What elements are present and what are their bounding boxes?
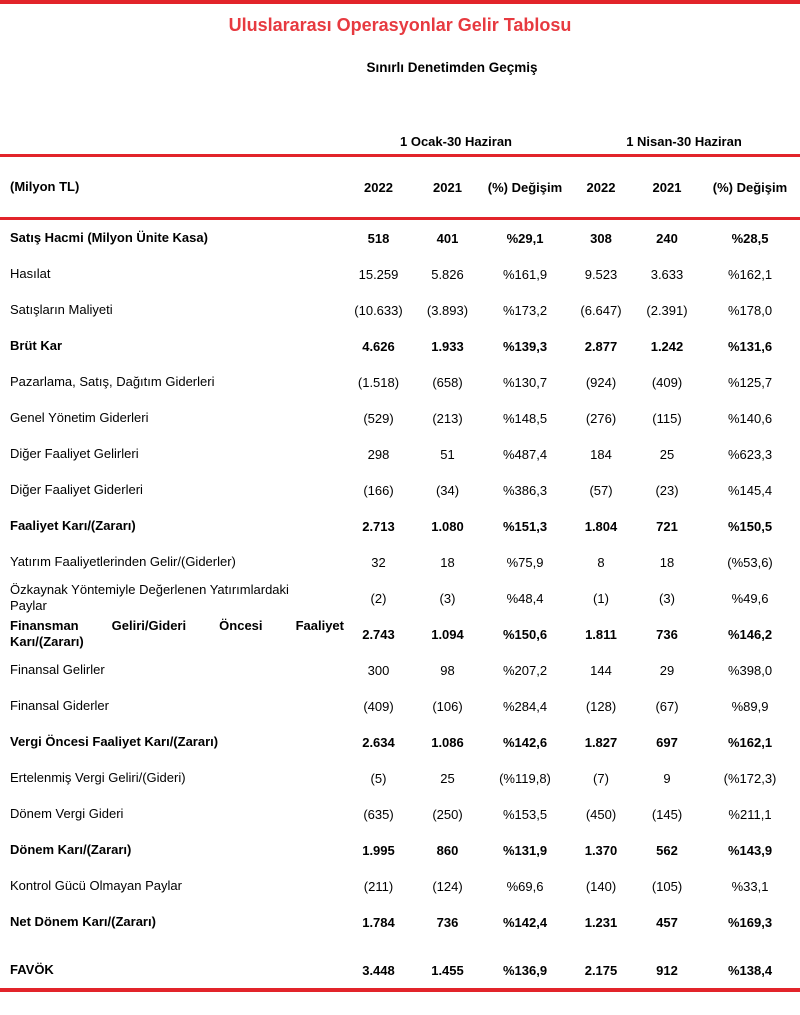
row-value-2021-ytd: 401: [436, 230, 459, 246]
row-value-2022-ytd: 298: [367, 446, 390, 462]
row-label: [0, 446, 344, 462]
row-value-2022-ytd: (2): [370, 590, 387, 606]
table-row: [0, 760, 800, 796]
row-label-line1: FAVÖK: [10, 962, 54, 977]
column-header-2022-q2: 2022: [586, 179, 616, 195]
row-value-2022-ytd: (635): [363, 806, 394, 822]
row-label: [0, 878, 344, 894]
row-value-2022-q2: (450): [585, 806, 617, 822]
row-label-line1: Diğer Faaliyet Giderleri: [10, 482, 143, 497]
row-value-2021-ytd: 1.080: [431, 518, 464, 534]
row-value-change-ytd: %139,3: [502, 338, 548, 354]
row-value-2021-ytd: (106): [432, 698, 463, 714]
row-value-2022-q2: (924): [585, 374, 617, 390]
row-value-change-ytd: %207,2: [502, 662, 548, 678]
row-value-2021-q2: 912: [656, 962, 678, 978]
row-value-2021-q2: 29: [659, 662, 675, 678]
page-subtitle: Sınırlı Denetimden Geçmiş: [366, 60, 538, 75]
row-value-2021-q2: (409): [651, 374, 683, 390]
table-row: [0, 544, 800, 580]
row-value-2022-ytd: 300: [367, 662, 390, 678]
row-label: [0, 734, 344, 750]
row-value-change-q2: %28,5: [731, 230, 769, 246]
row-value-2021-ytd: 1.086: [431, 734, 464, 750]
row-label-line1: Ertelenmiş Vergi Geliri/(Gideri): [10, 770, 186, 785]
row-label-line1: Finansal Giderler: [10, 698, 109, 713]
row-value-2021-q2: 240: [656, 230, 678, 246]
row-label: [0, 410, 344, 426]
bottom-red-rule: [0, 988, 800, 992]
row-value-2021-ytd: 51: [440, 446, 455, 462]
row-value-2021-q2: (23): [655, 482, 679, 498]
row-value-change-q2: %143,9: [727, 842, 773, 858]
table-row: [0, 832, 800, 868]
row-value-change-ytd: %148,5: [502, 410, 548, 426]
row-label-line1: Satışların Maliyeti: [10, 302, 113, 317]
row-value-change-ytd: %142,4: [502, 914, 548, 930]
row-label: [0, 662, 344, 678]
row-value-2022-ytd: 2.743: [362, 626, 395, 642]
table-row: [0, 688, 800, 724]
row-value-2021-ytd: (3.893): [426, 302, 469, 318]
row-value-change-q2: (%53,6): [727, 554, 773, 570]
row-value-2021-ytd: 860: [436, 842, 459, 858]
row-value-change-ytd: %131,9: [502, 842, 548, 858]
row-label-line1: Özkaynak Yöntemiyle Değerlenen Yatırımlardaki: [10, 582, 289, 597]
row-value-2022-ytd: 1.784: [362, 914, 395, 930]
row-value-change-q2: %211,1: [728, 806, 772, 822]
table-row: [0, 796, 800, 832]
row-value-2021-q2: 736: [656, 626, 678, 642]
row-value-2021-ytd: 5.826: [431, 266, 464, 282]
row-value-2022-q2: (57): [589, 482, 613, 498]
period-header-row: [0, 118, 800, 154]
table-row: [0, 220, 800, 256]
row-value-2022-ytd: (10.633): [354, 302, 403, 318]
row-value-2021-q2: (3): [659, 590, 675, 606]
row-value-2022-ytd: 2.713: [362, 518, 395, 534]
row-value-2021-q2: 25: [659, 446, 675, 462]
row-label: [0, 374, 344, 390]
row-value-change-q2: %623,3: [727, 446, 773, 462]
table-row: [0, 652, 800, 688]
table-row: [0, 364, 800, 400]
row-label: [0, 962, 344, 978]
table-row: [0, 400, 800, 436]
row-label-line1: Kontrol Gücü Olmayan Paylar: [10, 878, 182, 893]
row-value-2021-q2: (105): [651, 878, 683, 894]
table-row: [0, 508, 800, 544]
row-value-change-ytd: %136,9: [502, 962, 548, 978]
row-value-2021-q2: 562: [656, 842, 678, 858]
row-value-2021-q2: 697: [656, 734, 678, 750]
row-value-change-q2: (%172,3): [723, 770, 777, 786]
row-value-2021-q2: (67): [655, 698, 679, 714]
period-header-second-quarter: 1 Nisan-30 Haziran: [626, 134, 742, 149]
page-title: Uluslararası Operasyonlar Gelir Tablosu: [228, 15, 572, 35]
row-value-2021-q2: 457: [656, 914, 678, 930]
row-label: [0, 266, 344, 282]
row-value-change-ytd: %151,3: [502, 518, 548, 534]
row-value-change-q2: %33,1: [731, 878, 769, 894]
row-value-change-q2: %140,6: [727, 410, 773, 426]
row-value-change-q2: %146,2: [727, 626, 773, 642]
row-label-line1: Net Dönem Karı/(Zararı): [10, 914, 156, 929]
row-value-2022-ytd: (1.518): [357, 374, 400, 390]
row-value-2022-ytd: 2.634: [362, 734, 395, 750]
row-label: [0, 698, 344, 714]
row-value-2021-q2: 721: [656, 518, 678, 534]
row-label: [0, 842, 344, 858]
row-spacer: [0, 940, 800, 952]
row-label-line2: Karı/(Zararı): [10, 634, 84, 649]
row-value-change-q2: %89,9: [731, 698, 769, 714]
row-label-line1: Pazarlama, Satış, Dağıtım Giderleri: [10, 374, 215, 389]
row-value-2021-q2: (2.391): [646, 302, 688, 318]
row-value-2022-ytd: (166): [363, 482, 394, 498]
row-value-2022-ytd: 3.448: [362, 962, 395, 978]
row-label-line2: Paylar: [10, 598, 47, 613]
row-label-line1: Yatırım Faaliyetlerinden Gelir/(Giderler): [10, 554, 236, 569]
column-header-change-ytd: (%) Değişim: [487, 179, 563, 195]
table-row: [0, 952, 800, 988]
row-value-2021-ytd: 25: [440, 770, 455, 786]
row-value-change-ytd: (%119,8): [499, 770, 551, 786]
row-value-2022-ytd: 32: [371, 554, 386, 570]
column-header-2021-ytd: 2021: [433, 179, 462, 195]
row-value-2022-ytd: (211): [363, 878, 394, 894]
row-value-2021-ytd: 1.094: [431, 626, 464, 642]
row-label: [0, 914, 344, 930]
row-value-change-ytd: %386,3: [502, 482, 548, 498]
row-value-2022-q2: 1.804: [584, 518, 618, 534]
table-row: [0, 328, 800, 364]
row-value-change-q2: %131,6: [727, 338, 773, 354]
row-label-line1: Vergi Öncesi Faaliyet Karı/(Zararı): [10, 734, 219, 749]
row-value-2022-q2: 1.231: [584, 914, 618, 930]
row-value-change-ytd: %487,4: [502, 446, 548, 462]
row-value-2022-ytd: 4.626: [362, 338, 395, 354]
table-row: [0, 580, 800, 616]
row-value-2022-q2: 1.827: [584, 734, 618, 750]
row-value-2022-q2: (6.647): [580, 302, 622, 318]
row-value-2021-q2: 3.633: [650, 266, 684, 282]
row-value-change-q2: %162,1: [727, 266, 773, 282]
unit-label: (Milyon TL): [10, 179, 80, 194]
table-body: [0, 220, 800, 988]
row-value-change-q2: %145,4: [727, 482, 773, 498]
row-value-change-ytd: %29,1: [506, 230, 544, 246]
row-value-2022-q2: 2.175: [584, 962, 618, 978]
table-row: [0, 472, 800, 508]
row-label-line1: Brüt Kar: [10, 338, 63, 353]
row-value-2021-ytd: 736: [436, 914, 459, 930]
row-value-change-q2: %162,1: [727, 734, 773, 750]
row-value-2022-ytd: 518: [367, 230, 390, 246]
row-value-change-q2: %49,6: [731, 590, 769, 606]
row-label-line1: Hasılat: [10, 266, 51, 281]
row-value-2022-q2: (1): [593, 590, 609, 606]
row-label: [0, 770, 344, 786]
column-header-2021-q2: 2021: [652, 179, 682, 195]
row-value-2022-q2: (276): [585, 410, 617, 426]
row-value-2022-q2: 144: [590, 662, 612, 678]
row-value-2022-q2: (140): [585, 878, 617, 894]
column-header-row: [0, 157, 800, 217]
row-value-2021-ytd: (250): [432, 806, 463, 822]
row-value-change-q2: %398,0: [727, 662, 773, 678]
column-header-change-q2: (%) Değişim: [712, 179, 788, 195]
row-label: [0, 230, 344, 246]
row-value-change-ytd: %69,6: [506, 878, 544, 894]
row-label: [0, 302, 344, 318]
row-value-change-q2: %125,7: [727, 374, 773, 390]
row-label-line1: Faaliyet Karı/(Zararı): [10, 518, 136, 533]
row-value-2021-ytd: (213): [432, 410, 463, 426]
row-label: [0, 518, 344, 534]
row-value-2021-q2: (115): [652, 410, 682, 426]
row-value-2022-q2: 1.370: [584, 842, 618, 858]
row-value-2021-ytd: 98: [440, 662, 455, 678]
row-value-2022-q2: 308: [590, 230, 612, 246]
row-value-2022-ytd: 1.995: [362, 842, 395, 858]
row-value-2022-q2: 184: [590, 446, 612, 462]
row-value-2021-ytd: (658): [432, 374, 463, 390]
top-red-rule: [0, 0, 800, 4]
row-value-change-ytd: %142,6: [502, 734, 548, 750]
row-label-line1: Satış Hacmi (Milyon Ünite Kasa): [10, 230, 208, 245]
row-value-2022-ytd: (409): [363, 698, 394, 714]
row-value-2022-ytd: 15.259: [358, 266, 399, 282]
row-value-2022-ytd: (5): [370, 770, 387, 786]
row-label-line1: Genel Yönetim Giderleri: [10, 410, 149, 425]
row-value-2021-ytd: (3): [439, 590, 456, 606]
table-row: [0, 616, 800, 652]
table-row: [0, 868, 800, 904]
period-header-first-half: 1 Ocak-30 Haziran: [399, 134, 512, 149]
row-label: [0, 554, 344, 570]
table-row: [0, 724, 800, 760]
row-label: [0, 618, 344, 650]
row-value-2021-ytd: 1.455: [431, 962, 464, 978]
row-label: [0, 482, 344, 498]
row-value-2021-ytd: (124): [432, 878, 463, 894]
row-label-line1: Dönem Karı/(Zararı): [10, 842, 132, 857]
row-value-2022-q2: 2.877: [584, 338, 618, 354]
row-value-2021-q2: 18: [659, 554, 675, 570]
row-value-change-q2: %178,0: [727, 302, 773, 318]
row-value-change-ytd: %284,4: [502, 698, 548, 714]
row-value-2022-ytd: (529): [363, 410, 394, 426]
row-label-line1: Diğer Faaliyet Gelirleri: [10, 446, 139, 461]
row-value-2022-q2: (128): [585, 698, 617, 714]
row-value-change-q2: %150,5: [727, 518, 773, 534]
table-row: [0, 292, 800, 328]
row-value-change-ytd: %150,6: [502, 626, 548, 642]
row-value-2021-q2: (145): [651, 806, 683, 822]
row-value-2022-q2: (7): [593, 770, 609, 786]
row-value-change-q2: %169,3: [727, 914, 773, 930]
row-value-change-q2: %138,4: [727, 962, 773, 978]
row-value-2021-q2: 1.242: [650, 338, 684, 354]
row-value-2021-q2: 9: [663, 770, 671, 786]
row-value-change-ytd: %130,7: [502, 374, 548, 390]
row-value-2021-ytd: 18: [440, 554, 455, 570]
row-value-change-ytd: %153,5: [502, 806, 548, 822]
row-label-line1: Dönem Vergi Gideri: [10, 806, 124, 821]
table-row: [0, 904, 800, 940]
row-label-line1: Finansman Geliri/Gideri Öncesi Faaliyet: [10, 618, 344, 633]
row-value-2022-q2: 8: [597, 554, 605, 570]
row-value-2022-q2: 9.523: [584, 266, 618, 282]
column-header-2022-ytd: 2022: [364, 179, 393, 195]
row-value-change-ytd: %75,9: [506, 554, 544, 570]
row-value-change-ytd: %48,4: [506, 590, 544, 606]
row-value-2021-ytd: (34): [435, 482, 460, 498]
row-value-change-ytd: %161,9: [502, 266, 548, 282]
row-label: [0, 582, 344, 614]
row-label: [0, 806, 344, 822]
row-value-change-ytd: %173,2: [502, 302, 548, 318]
table-row: [0, 436, 800, 472]
row-label: [0, 338, 344, 354]
row-label-line1: Finansal Gelirler: [10, 662, 105, 677]
row-value-2021-ytd: 1.933: [431, 338, 464, 354]
table-row: [0, 256, 800, 292]
row-value-2022-q2: 1.811: [585, 626, 617, 642]
